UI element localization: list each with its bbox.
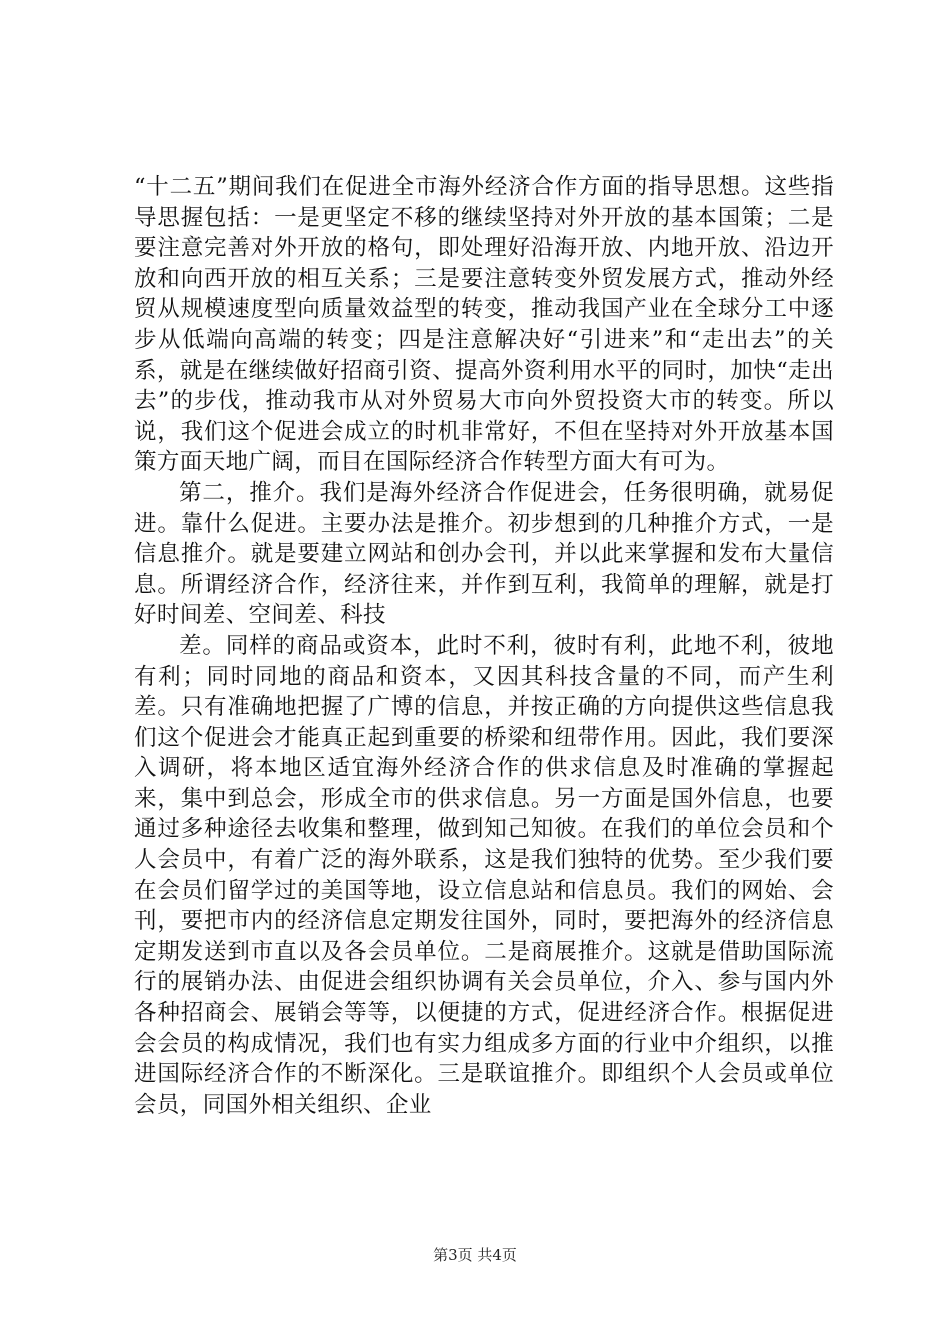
paragraph-difference-continued: 差。同样的商品或资本，此时不利，彼时有利，此地不利，彼地有利；同时同地的商品和资本，又因其科技含量的不同，而产生利差。只有准确地把握了广博的信息，并按正确的方向提供这些信息我们这个促进会才能真正起到重要的桥梁和纽带作用。因此，我们要深入调研，将本地区适宜海外经济合作的供求信息及时准确的掌握起来，集中到总会，形成全市的供求信息。另一方面是国外信息，也要通过多种途径去收集和整理，做到知己知彼。在我们的单位会员和个人会员中，有着广泛的海外联系，这是我们独特的优势。至少我们要在会员们留学过的美国等地，设立信息站和信息员。我们的网始、会刊，要把市内的经济信息定期发往国外，同时，要把海外的经济信息定期发送到市直以及各会员单位。二是商展推介。这就是借助国际流行的展销办法、由促进会组织协调有关会员单位，介入、参与国内外各种招商会、展销会等等，以便捷的方式，促进经济合作。根据促进会会员的构成情况，我们也有实力组成多方面的行业中介组织，以推进国际经济合作的不断深化。三是联谊推介。即组织个人会员或单位会员，同国外相关组织、企业 <box>134 632 834 1118</box>
paragraph-second-promotion: 第二，推介。我们是海外经济合作促进会，任务很明确，就易促进。靠什么促进。主要办法是推介。初步想到的几种推介方式，一是信息推介。就是要建立网站和创办会刊，并以此来掌握和发布大量信息。所谓经济合作，经济往来，并作到互利，我简单的理解，就是打好时间差、空间差、科技 <box>134 479 834 629</box>
document-body <box>134 172 834 1120</box>
page-number-footer: 第3页 共4页 <box>433 1246 517 1264</box>
paragraph-guiding-ideology: “十二五”期间我们在促进全市海外经济合作方面的指导思想。这些指导思握包括：一是更坚定不移的继续坚持对外开放的基本国策；二是要注意完善对外开放的格句，即处理好沿海开放、内地开放、沿边开放和向西开放的相互关系；三是要注意转变外贸发展方式，推动外经贸从规模速度型向质量效益型的转变，推动我国产业在全球分工中逐步从低端向高端的转变；四是注意解决好“引进来”和“走出去”的关系，就是在继续做好招商引资、提高外资利用水平的同时，加快“走出去”的步伐，推动我市从对外贸易大市向外贸投资大市的转变。所以说，我们这个促进会成立的时机非常好，不但在坚持对外开放基本国策方面天地广阔，而目在国际经济合作转型方面大有可为。 <box>134 174 834 476</box>
